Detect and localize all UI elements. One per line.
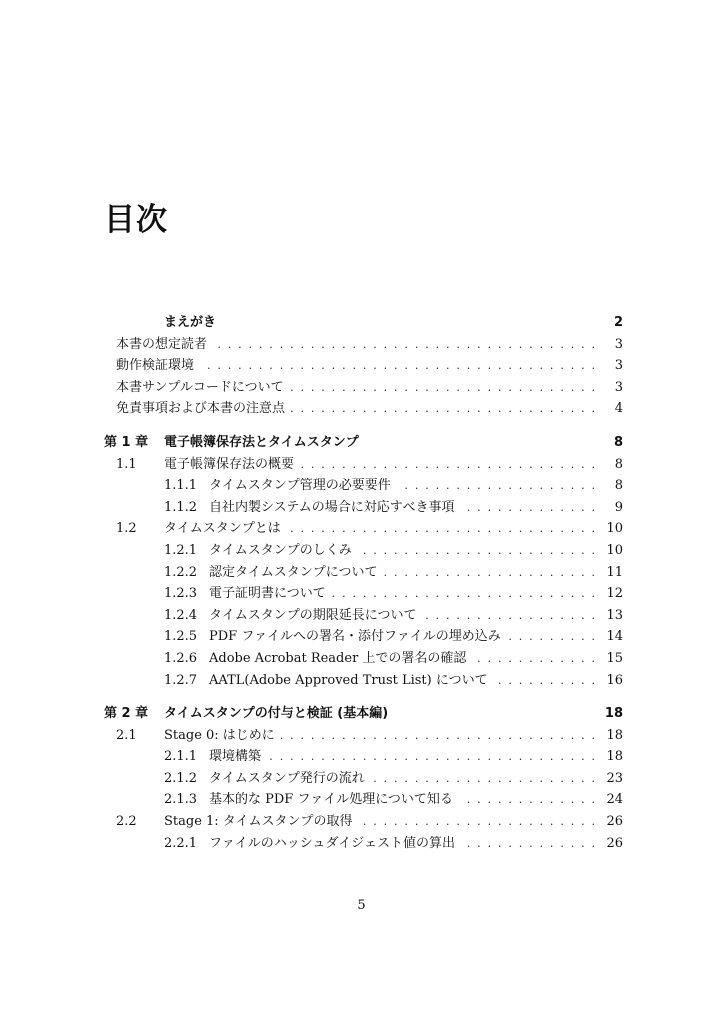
page-number: 5	[357, 898, 366, 913]
toc-entry-number: 2.1.3	[164, 792, 198, 808]
toc-dot-leader	[358, 540, 595, 562]
toc-entry[interactable]	[104, 312, 623, 334]
toc-entry-number: 1.1.2	[164, 499, 198, 515]
toc-entry-number: 2.2	[116, 814, 137, 830]
toc-entry-page: 14	[606, 629, 623, 645]
toc-entry[interactable]	[104, 789, 623, 811]
toc-entry-page: 2	[613, 315, 623, 330]
toc-entry-title: 本書サンプルコードについて	[116, 379, 284, 395]
toc-entry-number: 1.2.6	[164, 650, 198, 666]
toc-entry-title: 動作検証環境	[116, 358, 195, 374]
toc-entry[interactable]	[104, 626, 623, 648]
toc-entry[interactable]	[104, 398, 623, 420]
toc-entry-page: 26	[606, 835, 623, 851]
toc-entry-page: 3	[614, 336, 623, 352]
toc-dot-leader	[397, 475, 595, 497]
toc-entry[interactable]	[104, 670, 623, 692]
toc-entry-page: 13	[606, 607, 623, 623]
toc-entry-page: 3	[614, 379, 623, 395]
toc-entry-title: 認定タイムスタンプについて	[209, 564, 378, 580]
toc-entry-page: 3	[614, 358, 623, 374]
toc-entry-title: タイムスタンプのしくみ	[209, 542, 352, 558]
toc-entry-page: 15	[606, 650, 623, 666]
toc-entry-page: 10	[606, 521, 623, 537]
toc-entry[interactable]	[104, 746, 623, 768]
toc-entry[interactable]	[104, 605, 623, 627]
toc-entry[interactable]	[104, 454, 623, 476]
toc-entry[interactable]	[104, 432, 623, 454]
toc-entry-title: 電子証明書について	[209, 586, 326, 602]
toc-entry-number: 第 1 章	[104, 434, 149, 450]
toc-entry[interactable]	[104, 562, 623, 584]
toc-entry[interactable]	[104, 583, 623, 605]
toc-dot-leader	[461, 833, 595, 855]
toc-entry[interactable]	[104, 540, 623, 562]
toc-dot-leader	[200, 355, 595, 377]
toc-entry-number: 1.2	[116, 521, 137, 537]
toc-dot-leader	[213, 334, 595, 356]
table-of-contents	[104, 312, 623, 854]
toc-entry-title: Stage 0: はじめに	[164, 727, 275, 743]
toc-entry[interactable]	[104, 768, 623, 790]
toc-entry-number: 1.2.4	[164, 607, 198, 623]
toc-entry-title: 電子帳簿保存法とタイムスタンプ	[164, 434, 359, 450]
toc-entry-title: Adobe Acrobat Reader 上での署名の確認	[209, 650, 467, 666]
toc-entry-number: 1.2.7	[164, 672, 198, 688]
toc-dot-leader	[494, 670, 595, 692]
toc-entry-title: タイムスタンプ発行の流れ	[209, 770, 365, 786]
toc-entry[interactable]	[104, 497, 623, 519]
toc-entry-page: 4	[614, 401, 623, 417]
toc-entry[interactable]	[104, 703, 623, 725]
toc-dot-leader	[383, 562, 595, 584]
toc-entry-page: 18	[604, 706, 623, 722]
toc-entry-page: 8	[613, 434, 623, 450]
toc-entry[interactable]	[104, 725, 623, 747]
toc-dot-leader	[459, 789, 595, 811]
toc-dot-leader	[460, 497, 595, 519]
toc-entry-title: 自社内製システムの場合に対応すべき事項	[209, 499, 455, 515]
page-title: 目次	[104, 202, 168, 238]
toc-entry-number: 1.2.2	[164, 564, 198, 580]
toc-entry-title: タイムスタンプ管理の必要要件	[209, 478, 391, 494]
toc-dot-leader	[287, 518, 595, 540]
toc-entry-title: 基本的な PDF ファイル処理について知る	[209, 792, 453, 808]
toc-dot-leader	[291, 398, 595, 420]
toc-entry-page: 9	[614, 499, 623, 515]
toc-entry-title: 電子帳簿保存法の概要	[164, 456, 295, 472]
toc-entry-title: 環境構築	[209, 749, 262, 765]
toc-entry-title: ファイルのハッシュダイジェスト値の算出	[209, 835, 455, 851]
toc-entry-number: 2.1.1	[164, 749, 198, 765]
toc-dot-leader	[281, 725, 595, 747]
toc-entry-title: AATL(Adobe Approved Trust List) について	[209, 672, 488, 688]
toc-entry[interactable]	[104, 648, 623, 670]
toc-entry[interactable]	[104, 811, 623, 833]
toc-entry-page: 11	[606, 564, 623, 580]
toc-dot-leader	[371, 768, 595, 790]
toc-entry[interactable]	[104, 833, 623, 855]
toc-entry-page: 8	[614, 478, 623, 494]
toc-entry-title: まえがき	[164, 315, 217, 330]
toc-entry-number: 1.2.5	[164, 629, 198, 645]
toc-dot-leader	[267, 746, 595, 768]
toc-dot-leader	[507, 626, 595, 648]
toc-dot-leader	[290, 377, 595, 399]
toc-entry-page: 8	[614, 456, 623, 472]
toc-entry-page: 23	[606, 770, 623, 786]
toc-entry[interactable]	[104, 475, 623, 497]
toc-entry-title: PDF ファイルへの署名・添付ファイルの埋め込み	[209, 629, 501, 645]
toc-entry-title: 免責事項および本書の注意点	[116, 401, 286, 417]
toc-entry-number: 1.1.1	[164, 478, 198, 494]
toc-entry-title: 本書の想定読者	[116, 336, 208, 352]
toc-entry-number: 1.2.1	[164, 542, 198, 558]
toc-entry-page: 18	[606, 749, 623, 765]
toc-entry-title: タイムスタンプの期限延長について	[209, 607, 417, 623]
toc-entry-page: 26	[606, 814, 623, 830]
toc-entry-title: Stage 1: タイムスタンプの取得	[164, 814, 353, 830]
toc-entry[interactable]	[104, 334, 623, 356]
toc-dot-leader	[472, 648, 595, 670]
toc-entry-page: 16	[606, 672, 623, 688]
toc-entry-page: 24	[606, 792, 623, 808]
toc-entry-page: 10	[606, 542, 623, 558]
toc-entry-number: 2.1.2	[164, 770, 198, 786]
toc-entry[interactable]	[104, 518, 623, 540]
toc-dot-leader	[359, 811, 595, 833]
toc-entry-page: 12	[606, 586, 623, 602]
toc-entry-number: 2.1	[116, 727, 137, 743]
toc-entry-title: タイムスタンプとは	[164, 521, 281, 537]
toc-entry-number: 1.2.3	[164, 586, 198, 602]
toc-entry[interactable]	[104, 355, 623, 377]
toc-dot-leader	[300, 454, 595, 476]
toc-entry-number: 第 2 章	[104, 706, 149, 722]
toc-dot-leader	[422, 605, 595, 627]
toc-entry-number: 2.2.1	[164, 835, 198, 851]
toc-entry-page: 18	[606, 727, 623, 743]
toc-dot-leader	[332, 583, 595, 605]
toc-entry-title: タイムスタンプの付与と検証 (基本編)	[164, 706, 389, 722]
toc-entry[interactable]	[104, 377, 623, 399]
toc-entry-number: 1.1	[116, 456, 137, 472]
